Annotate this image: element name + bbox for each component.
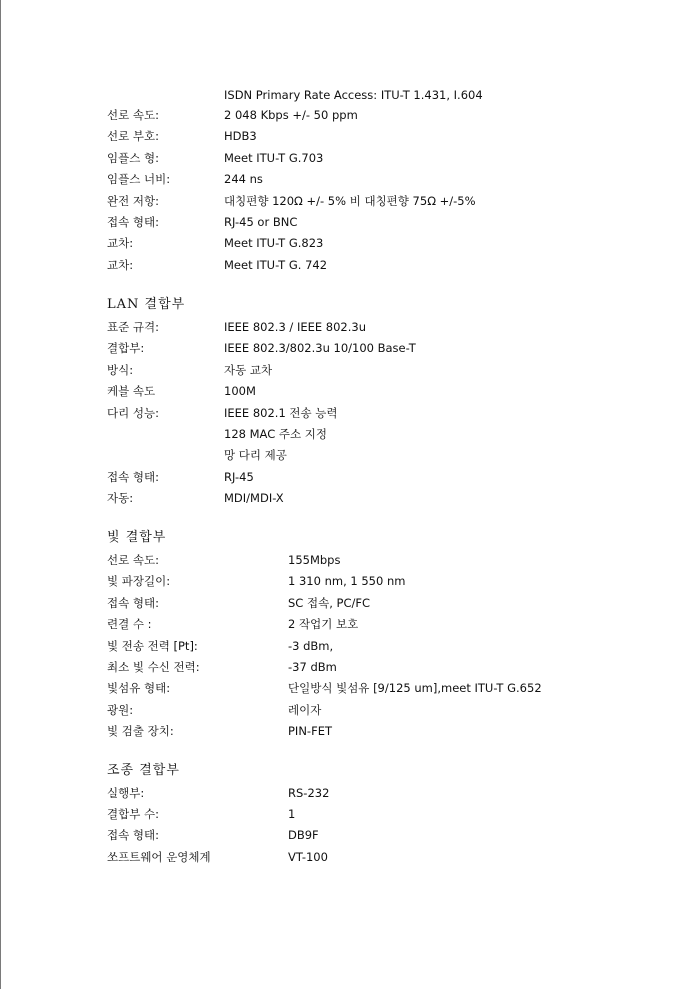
spec-value: VT-100	[288, 850, 328, 864]
spec-value: HDB3	[224, 129, 257, 143]
lan-spec-row	[0, 360, 700, 380]
lan-spec-row	[0, 424, 700, 444]
spec-value: 대칭편향 120Ω +/- 5% 비 대칭편향 75Ω +/-5%	[224, 194, 476, 208]
lan-spec-row	[0, 338, 700, 358]
spec-label: 다리 성능:	[107, 406, 159, 420]
control-section-heading: 조종 결합부	[107, 763, 180, 778]
spec-label: 결합부 수:	[107, 807, 159, 821]
spec-value: 2 048 Kbps +/- 50 ppm	[224, 108, 358, 122]
spec-value: 155Mbps	[288, 553, 341, 567]
spec-label: 빛 검출 장치:	[107, 724, 174, 738]
spec-value: -37 dBm	[288, 660, 337, 674]
spec-label: 빛섬유 형태:	[107, 681, 171, 695]
spec-value: PIN-FET	[288, 724, 332, 738]
lan-spec-row	[0, 488, 700, 508]
optical-spec-row	[0, 700, 700, 720]
spec-value: 1 310 nm, 1 550 nm	[288, 574, 406, 588]
spec-value: 1	[288, 807, 296, 821]
spec-label: 접속 형태:	[107, 828, 159, 842]
spec-label: 교차:	[107, 236, 134, 250]
spec-value: RJ-45	[224, 470, 254, 484]
spec-value: Meet ITU-T G. 742	[224, 258, 328, 272]
spec-value: 레이자	[288, 703, 322, 717]
control-spec-row	[0, 847, 700, 867]
spec-label: 케블 속도	[107, 384, 156, 398]
spec-label: 결합부:	[107, 341, 145, 355]
spec-label: 빛 파장길이:	[107, 574, 171, 588]
spec-value: DB9F	[288, 828, 319, 842]
control-spec-row	[0, 783, 700, 803]
spec-label: 임플스 너비:	[107, 172, 171, 186]
spec-label: 실행부:	[107, 786, 145, 800]
lan-section-heading: LAN 결합부	[107, 297, 186, 312]
spec-value: 자동 교차	[224, 363, 273, 377]
spec-value: Meet ITU-T G.823	[224, 236, 324, 250]
spec-label: 빛 전송 전력 [Pt]:	[107, 639, 198, 653]
spec-label: 임플스 형:	[107, 151, 159, 165]
spec-label: 자동:	[107, 491, 134, 505]
spec-value: 망 다리 제공	[224, 448, 287, 462]
spec-value: IEEE 802.3/802.3u 10/100 Base-T	[224, 341, 416, 355]
spec-label: 완전 저항:	[107, 194, 159, 208]
e1-spec-row	[0, 105, 700, 125]
spec-label: 표준 규격:	[107, 320, 159, 334]
optical-spec-row	[0, 678, 700, 698]
e1-spec-row	[0, 148, 700, 168]
spec-label: 접속 형태:	[107, 470, 159, 484]
spec-value: 단일방식 빛섬유 [9/125 um],meet ITU-T G.652	[288, 681, 542, 695]
spec-value: 100M	[224, 384, 256, 398]
e1-intro-text: ISDN Primary Rate Access: ITU-T 1.431, I.604	[224, 88, 483, 102]
spec-label: 방식:	[107, 363, 134, 377]
e1-spec-row	[0, 169, 700, 189]
spec-value: -3 dBm,	[288, 639, 334, 653]
lan-spec-row	[0, 381, 700, 401]
spec-label: 접속 형태:	[107, 596, 159, 610]
e1-spec-row	[0, 212, 700, 232]
spec-label: 선로 부호:	[107, 129, 159, 143]
e1-spec-row	[0, 233, 700, 253]
optical-spec-row	[0, 657, 700, 677]
optical-spec-row	[0, 721, 700, 741]
optical-section-heading: 빛 결합부	[107, 530, 167, 545]
control-spec-row	[0, 804, 700, 824]
lan-spec-row	[0, 467, 700, 487]
spec-value: 244 ns	[224, 172, 263, 186]
e1-spec-row	[0, 126, 700, 146]
e1-spec-row	[0, 255, 700, 275]
control-spec-row	[0, 825, 700, 845]
lan-spec-row	[0, 317, 700, 337]
optical-spec-row	[0, 636, 700, 656]
spec-value: SC 접속, PC/FC	[288, 596, 370, 610]
spec-label: 접속 형태:	[107, 215, 159, 229]
spec-value: 2 작업기 보호	[288, 617, 359, 631]
spec-label: 교차:	[107, 258, 134, 272]
optical-spec-row	[0, 593, 700, 613]
e1-spec-row	[0, 191, 700, 211]
e1-intro-line	[0, 85, 700, 105]
spec-value: RJ-45 or BNC	[224, 215, 298, 229]
lan-spec-row	[0, 445, 700, 465]
spec-value: MDI/MDI-X	[224, 491, 284, 505]
spec-value: IEEE 802.3 / IEEE 802.3u	[224, 320, 367, 334]
spec-label: 최소 빛 수신 전력:	[107, 660, 200, 674]
spec-value: 128 MAC 주소 지정	[224, 427, 327, 441]
spec-label: 광원:	[107, 703, 134, 717]
optical-spec-row	[0, 614, 700, 634]
spec-label: 선로 속도:	[107, 553, 159, 567]
spec-label: 련결 수 :	[107, 617, 152, 631]
spec-value: Meet ITU-T G.703	[224, 151, 324, 165]
spec-label: 쏘프트웨어 운영체계	[107, 850, 211, 864]
optical-spec-row	[0, 550, 700, 570]
spec-label: 선로 속도:	[107, 108, 159, 122]
lan-spec-row	[0, 403, 700, 423]
spec-value: IEEE 802.1 전송 능력	[224, 406, 338, 420]
optical-spec-row	[0, 571, 700, 591]
spec-value: RS-232	[288, 786, 330, 800]
